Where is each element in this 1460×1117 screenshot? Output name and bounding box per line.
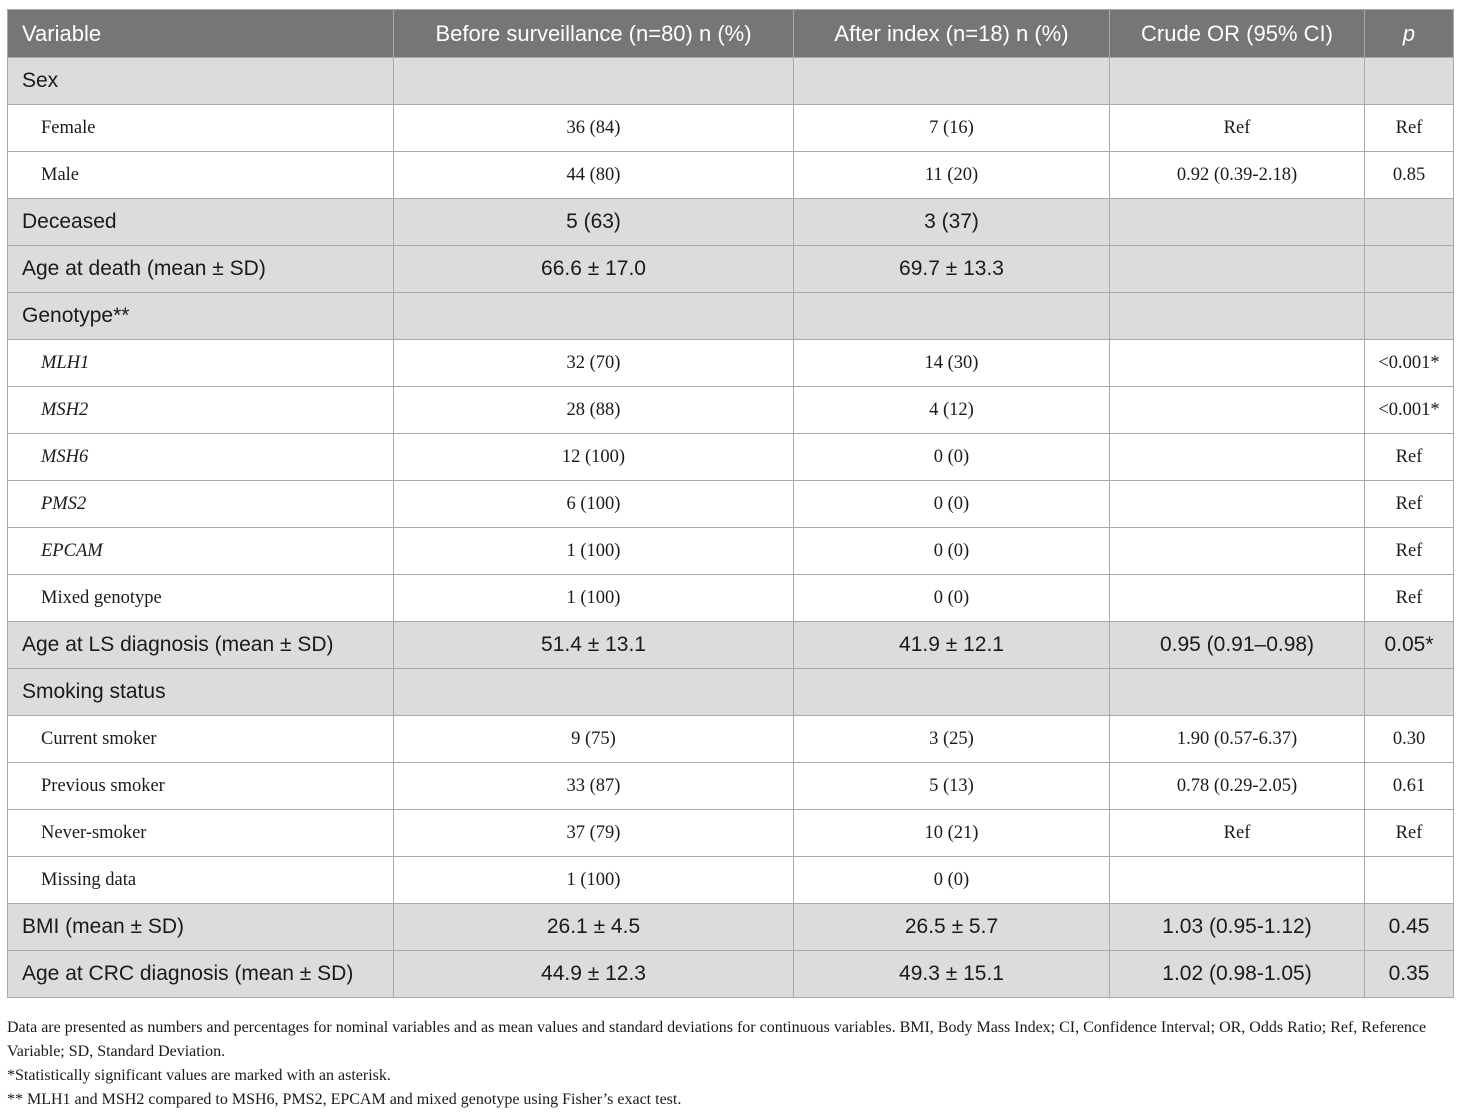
before-surveillance-cell: 36 (84) bbox=[394, 105, 794, 152]
before-surveillance-cell: 1 (100) bbox=[394, 857, 794, 904]
variable-cell: Previous smoker bbox=[8, 763, 394, 810]
after-index-cell: 0 (0) bbox=[794, 481, 1110, 528]
variable-cell: Never-smoker bbox=[8, 810, 394, 857]
crude-or-cell bbox=[1110, 293, 1365, 340]
table-row bbox=[8, 716, 1454, 763]
variable-cell: PMS2 bbox=[8, 481, 394, 528]
table-row bbox=[8, 152, 1454, 199]
crude-or-cell bbox=[1110, 199, 1365, 246]
crude-or-cell: 1.90 (0.57-6.37) bbox=[1110, 716, 1365, 763]
before-surveillance-cell: 44.9 ± 12.3 bbox=[394, 951, 794, 998]
table-section-row bbox=[8, 951, 1454, 998]
p-value-cell: 0.85 bbox=[1365, 152, 1454, 199]
variable-cell: MSH2 bbox=[8, 387, 394, 434]
before-surveillance-cell: 12 (100) bbox=[394, 434, 794, 481]
before-surveillance-cell: 66.6 ± 17.0 bbox=[394, 246, 794, 293]
after-index-cell: 10 (21) bbox=[794, 810, 1110, 857]
data-table-container bbox=[7, 9, 1453, 998]
table-row bbox=[8, 810, 1454, 857]
table-row bbox=[8, 763, 1454, 810]
crude-or-cell bbox=[1110, 669, 1365, 716]
table-section-row bbox=[8, 904, 1454, 951]
p-value-cell bbox=[1365, 199, 1454, 246]
crude-or-cell bbox=[1110, 434, 1365, 481]
after-index-cell bbox=[794, 58, 1110, 105]
crude-or-cell bbox=[1110, 246, 1365, 293]
variable-cell: Female bbox=[8, 105, 394, 152]
p-value-cell: Ref bbox=[1365, 105, 1454, 152]
table-footnotes bbox=[7, 1016, 1453, 1112]
before-surveillance-cell: 6 (100) bbox=[394, 481, 794, 528]
variable-cell: Missing data bbox=[8, 857, 394, 904]
crude-or-cell: 1.02 (0.98-1.05) bbox=[1110, 951, 1365, 998]
crude-or-cell: Ref bbox=[1110, 810, 1365, 857]
variable-cell: Genotype** bbox=[8, 293, 394, 340]
p-value-cell: 0.45 bbox=[1365, 904, 1454, 951]
table-section-row bbox=[8, 293, 1454, 340]
p-value-cell: 0.05* bbox=[1365, 622, 1454, 669]
p-value-cell: 0.61 bbox=[1365, 763, 1454, 810]
after-index-cell: 41.9 ± 12.1 bbox=[794, 622, 1110, 669]
footnote-genotype: ** MLH1 and MSH2 compared to MSH6, PMS2, EPCAM and mixed genotype using Fisher’s exact test. bbox=[7, 1091, 682, 1108]
p-value-cell: <0.001* bbox=[1365, 387, 1454, 434]
table-row bbox=[8, 340, 1454, 387]
after-index-cell bbox=[794, 669, 1110, 716]
before-surveillance-cell bbox=[394, 669, 794, 716]
variable-cell: Smoking status bbox=[8, 669, 394, 716]
crude-or-cell bbox=[1110, 340, 1365, 387]
table-section-row bbox=[8, 199, 1454, 246]
variable-cell: Deceased bbox=[8, 199, 394, 246]
variable-cell: Current smoker bbox=[8, 716, 394, 763]
footnote-abbreviations: Data are presented as numbers and percentages for nominal variables and as mean values and standard deviations for continuous variables. BMI, Body Mass Index; CI, Confidence Interval; OR, Odds Ratio; Ref, Reference Variable; SD, Standard Deviation. bbox=[7, 1019, 1427, 1060]
after-index-cell: 4 (12) bbox=[794, 387, 1110, 434]
p-value-cell bbox=[1365, 246, 1454, 293]
after-index-cell bbox=[794, 293, 1110, 340]
after-index-cell: 3 (37) bbox=[794, 199, 1110, 246]
crude-or-cell bbox=[1110, 575, 1365, 622]
p-value-cell bbox=[1365, 857, 1454, 904]
p-value-cell: <0.001* bbox=[1365, 340, 1454, 387]
p-value-cell: 0.30 bbox=[1365, 716, 1454, 763]
after-index-cell: 3 (25) bbox=[794, 716, 1110, 763]
after-index-cell: 5 (13) bbox=[794, 763, 1110, 810]
variable-cell: Mixed genotype bbox=[8, 575, 394, 622]
crude-or-cell: Ref bbox=[1110, 105, 1365, 152]
header-after-index: After index (n=18) n (%) bbox=[794, 10, 1110, 58]
p-value-cell bbox=[1365, 669, 1454, 716]
before-surveillance-cell: 32 (70) bbox=[394, 340, 794, 387]
header-p-value: p bbox=[1365, 10, 1454, 58]
p-value-cell: Ref bbox=[1365, 528, 1454, 575]
after-index-cell: 0 (0) bbox=[794, 575, 1110, 622]
variable-cell: EPCAM bbox=[8, 528, 394, 575]
crude-or-cell bbox=[1110, 58, 1365, 105]
crude-or-cell bbox=[1110, 387, 1365, 434]
table-row bbox=[8, 857, 1454, 904]
after-index-cell: 14 (30) bbox=[794, 340, 1110, 387]
p-value-cell: Ref bbox=[1365, 434, 1454, 481]
crude-or-cell: 0.92 (0.39-2.18) bbox=[1110, 152, 1365, 199]
before-surveillance-cell: 51.4 ± 13.1 bbox=[394, 622, 794, 669]
p-value-cell: Ref bbox=[1365, 575, 1454, 622]
table-section-row bbox=[8, 669, 1454, 716]
crude-or-cell: 0.95 (0.91–0.98) bbox=[1110, 622, 1365, 669]
crude-or-cell bbox=[1110, 528, 1365, 575]
table-section-row bbox=[8, 58, 1454, 105]
table-row bbox=[8, 387, 1454, 434]
table-body bbox=[8, 58, 1454, 998]
after-index-cell: 26.5 ± 5.7 bbox=[794, 904, 1110, 951]
p-value-cell: Ref bbox=[1365, 810, 1454, 857]
table-section-row bbox=[8, 622, 1454, 669]
variable-cell: BMI (mean ± SD) bbox=[8, 904, 394, 951]
variable-cell: Age at death (mean ± SD) bbox=[8, 246, 394, 293]
after-index-cell: 69.7 ± 13.3 bbox=[794, 246, 1110, 293]
variable-cell: Sex bbox=[8, 58, 394, 105]
before-surveillance-cell: 28 (88) bbox=[394, 387, 794, 434]
before-surveillance-cell: 9 (75) bbox=[394, 716, 794, 763]
table-section-row bbox=[8, 246, 1454, 293]
before-surveillance-cell bbox=[394, 58, 794, 105]
footnote-significance: *Statistically significant values are marked with an asterisk. bbox=[7, 1067, 391, 1084]
results-table bbox=[7, 9, 1454, 998]
p-value-cell: 0.35 bbox=[1365, 951, 1454, 998]
variable-cell: MSH6 bbox=[8, 434, 394, 481]
table-row bbox=[8, 105, 1454, 152]
before-surveillance-cell bbox=[394, 293, 794, 340]
crude-or-cell: 0.78 (0.29-2.05) bbox=[1110, 763, 1365, 810]
crude-or-cell bbox=[1110, 481, 1365, 528]
after-index-cell: 11 (20) bbox=[794, 152, 1110, 199]
after-index-cell: 0 (0) bbox=[794, 857, 1110, 904]
variable-cell: Age at LS diagnosis (mean ± SD) bbox=[8, 622, 394, 669]
before-surveillance-cell: 26.1 ± 4.5 bbox=[394, 904, 794, 951]
before-surveillance-cell: 1 (100) bbox=[394, 575, 794, 622]
header-crude-or: Crude OR (95% CI) bbox=[1110, 10, 1365, 58]
header-row bbox=[8, 10, 1454, 58]
after-index-cell: 0 (0) bbox=[794, 434, 1110, 481]
crude-or-cell: 1.03 (0.95-1.12) bbox=[1110, 904, 1365, 951]
variable-cell: Age at CRC diagnosis (mean ± SD) bbox=[8, 951, 394, 998]
header-variable: Variable bbox=[8, 10, 394, 58]
before-surveillance-cell: 33 (87) bbox=[394, 763, 794, 810]
table-row bbox=[8, 575, 1454, 622]
before-surveillance-cell: 1 (100) bbox=[394, 528, 794, 575]
table-row bbox=[8, 434, 1454, 481]
variable-cell: Male bbox=[8, 152, 394, 199]
table-row bbox=[8, 481, 1454, 528]
table-row bbox=[8, 528, 1454, 575]
table-header bbox=[8, 10, 1454, 58]
p-value-cell bbox=[1365, 293, 1454, 340]
before-surveillance-cell: 5 (63) bbox=[394, 199, 794, 246]
header-before-surveillance: Before surveillance (n=80) n (%) bbox=[394, 10, 794, 58]
p-value-cell bbox=[1365, 58, 1454, 105]
after-index-cell: 49.3 ± 15.1 bbox=[794, 951, 1110, 998]
p-value-cell: Ref bbox=[1365, 481, 1454, 528]
after-index-cell: 0 (0) bbox=[794, 528, 1110, 575]
before-surveillance-cell: 44 (80) bbox=[394, 152, 794, 199]
crude-or-cell bbox=[1110, 857, 1365, 904]
variable-cell: MLH1 bbox=[8, 340, 394, 387]
before-surveillance-cell: 37 (79) bbox=[394, 810, 794, 857]
after-index-cell: 7 (16) bbox=[794, 105, 1110, 152]
